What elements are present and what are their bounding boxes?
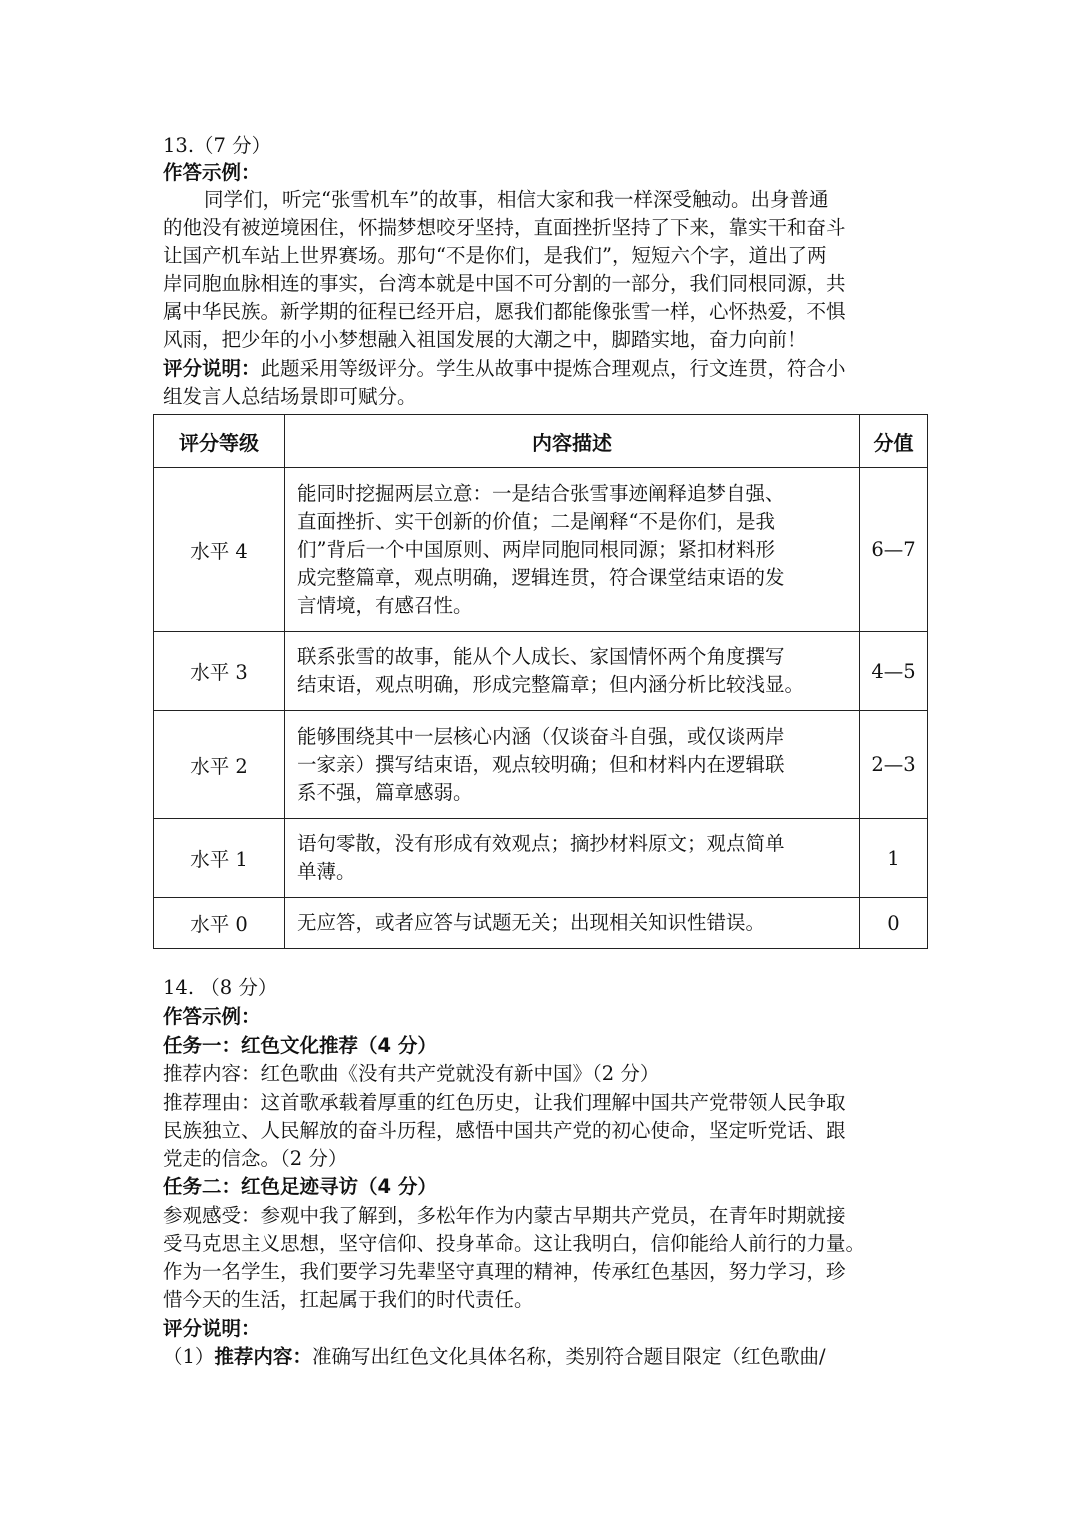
- note-text: 准确写出红色文化具体名称，类别符合题目限定（红色歌曲/: [311, 1345, 826, 1368]
- table-row: [154, 819, 928, 898]
- description-cell: [285, 819, 860, 898]
- description-cell: [285, 632, 860, 711]
- note-heading: 推荐内容：: [214, 1345, 312, 1368]
- q14-header: 14. （8 分）: [163, 976, 278, 999]
- q14-note-1: [163, 1343, 826, 1371]
- q13-answer-line: 同学们，听完“张雪机车”的故事，相信大家和我一样深受触动。出身普通: [204, 188, 829, 211]
- description-line: 语句零散，没有形成有效观点；摘抄材料原文；观点简单: [297, 832, 785, 855]
- description-cell: [285, 898, 860, 949]
- score-cell: 4—5: [860, 632, 928, 711]
- description-cell: [285, 711, 860, 819]
- q14-task2-title: 任务二：红色足迹寻访（4 分）: [163, 1175, 437, 1198]
- header-level: 评分等级: [154, 415, 285, 468]
- q14-task2-line: 参观感受：参观中我了解到，多松年作为内蒙古早期共产党员，在青年时期就接: [163, 1204, 846, 1227]
- score-cell: 1: [860, 819, 928, 898]
- q13-scoring-text: 此题采用等级评分。学生从故事中提炼合理观点，行文连贯，符合小: [260, 357, 846, 380]
- rubric-header-row: [154, 415, 928, 468]
- table-row: [154, 898, 928, 949]
- q13-answer-line: 岸同胞血脉相连的事实，台湾本就是中国不可分割的一部分，我们同根同源，共: [163, 272, 846, 295]
- q14-task2-line: 受马克思主义思想，坚守信仰、投身革命。这让我明白，信仰能给人前行的力量。: [163, 1232, 866, 1255]
- description-line: 直面挫折、实干创新的价值；二是阐释“不是你们，是我: [297, 509, 775, 533]
- description-line: 言情境，有感召性。: [297, 593, 473, 617]
- q14-task1-line: 党走的信念。（2 分）: [163, 1147, 348, 1170]
- score-cell: 6—7: [860, 468, 928, 632]
- q13-scoring-label: 评分说明：: [163, 357, 261, 380]
- rubric-table: [153, 414, 928, 949]
- header-score: 分值: [860, 415, 928, 468]
- q13-answer-line: 让国产机车站上世界赛场。那句“不是你们，是我们”，短短六个字，道出了两: [163, 244, 827, 267]
- q13-answer-line: 的他没有被逆境困住，怀揣梦想咬牙坚持，直面挫折坚持了下来，靠实干和奋斗: [163, 216, 846, 239]
- score-cell: 0: [860, 898, 928, 949]
- description-line: 能够围绕其中一层核心内涵（仅谈奋斗自强，或仅谈两岸: [297, 724, 785, 748]
- q13-scoring-text: 组发言人总结场景即可赋分。: [163, 385, 417, 408]
- q13-answer-line: 属中华民族。新学期的征程已经开启，愿我们都能像张雪一样，心怀热爱，不惧: [163, 300, 846, 323]
- level-cell: 水平 4: [154, 468, 285, 632]
- description-line: 单薄。: [297, 860, 356, 883]
- description-line: 能同时挖掘两层立意：一是结合张雪事迹阐释追梦自强、: [297, 481, 785, 505]
- q13-scoring-note: [163, 355, 846, 383]
- header-description: 内容描述: [285, 415, 860, 468]
- q14-task2-line: 惜今天的生活，扛起属于我们的时代责任。: [163, 1288, 534, 1311]
- description-line: 无应答，或者应答与试题无关；出现相关知识性错误。: [297, 911, 766, 934]
- level-cell: 水平 2: [154, 711, 285, 819]
- table-row: [154, 711, 928, 819]
- description-line: 们”背后一个中国原则、两岸同胞同根同源；紧扣材料形: [297, 537, 775, 561]
- q14-task2-line: 作为一名学生，我们要学习先辈坚守真理的精神，传承红色基因，努力学习，珍: [163, 1260, 846, 1283]
- q13-answer-label: 作答示例：: [163, 161, 261, 184]
- q14-task1-line: 推荐内容：红色歌曲《没有共产党就没有新中国》（2 分）: [163, 1062, 660, 1085]
- description-line: 结束语，观点明确，形成完整篇章；但内涵分析比较浅显。: [297, 673, 805, 696]
- description-line: 一家亲）撰写结束语，观点较明确；但和材料内在逻辑联: [297, 752, 785, 776]
- note-number: （1）: [163, 1345, 215, 1368]
- q14-scoring-label: 评分说明：: [163, 1317, 261, 1340]
- level-cell: 水平 1: [154, 819, 285, 898]
- score-cell: 2—3: [860, 711, 928, 819]
- level-cell: 水平 3: [154, 632, 285, 711]
- description-line: 成完整篇章，观点明确，逻辑连贯，符合课堂结束语的发: [297, 565, 785, 589]
- q13-answer-line: 风雨，把少年的小小梦想融入祖国发展的大潮之中，脚踏实地，奋力向前！: [163, 328, 807, 351]
- table-row: [154, 468, 928, 632]
- q14-task1-line: 民族独立、人民解放的奋斗历程，感悟中国共产党的初心使命，坚定听党话、跟: [163, 1119, 846, 1142]
- description-line: 系不强，篇章感弱。: [297, 780, 473, 804]
- q14-task1-title: 任务一：红色文化推荐（4 分）: [163, 1034, 437, 1057]
- level-cell: 水平 0: [154, 898, 285, 949]
- q13-header: 13.（7 分）: [163, 134, 272, 157]
- q14-task1-line: 推荐理由：这首歌承载着厚重的红色历史，让我们理解中国共产党带领人民争取: [163, 1091, 846, 1114]
- description-line: 联系张雪的故事，能从个人成长、家国情怀两个角度撰写: [297, 645, 785, 668]
- description-cell: [285, 468, 860, 632]
- q14-answer-label: 作答示例：: [163, 1005, 261, 1028]
- table-row: [154, 632, 928, 711]
